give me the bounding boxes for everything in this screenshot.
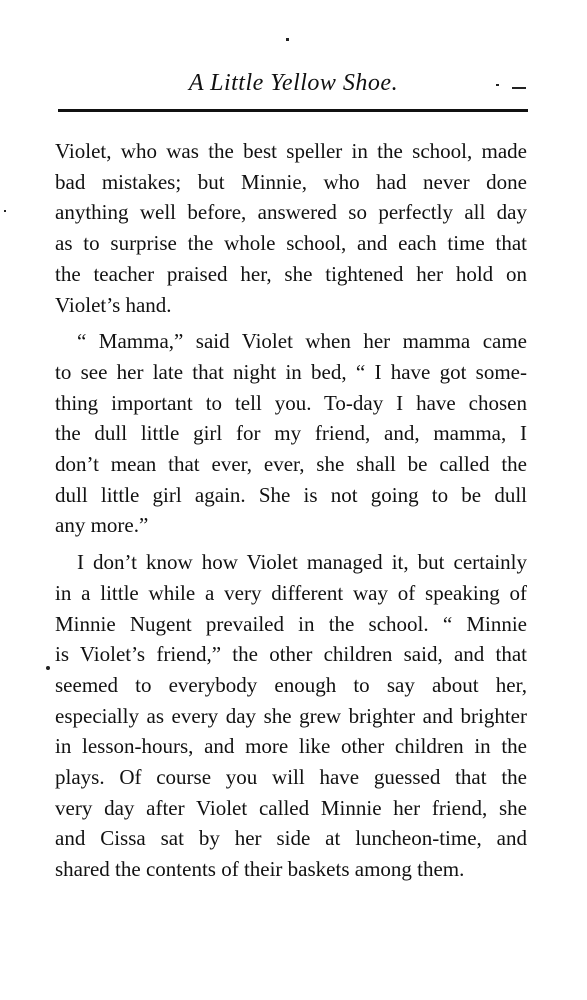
text-line: the dull little girl for my friend, and, mamma, I (55, 421, 527, 446)
paragraph-3 (55, 547, 527, 885)
text-line: Violet’s hand. (55, 292, 172, 317)
text-line: dull little girl again. She is not going to be dull (55, 482, 527, 507)
text-line: seemed to everybody enough to say about her, (55, 672, 527, 697)
text-line: don’t mean that ever, ever, she shall be called the (55, 452, 527, 477)
text-line: and Cissa sat by her side at luncheon-time, and (55, 826, 527, 851)
text-line: thing important to tell you. To-day I have chosen (55, 390, 527, 415)
text-line: to see her late that night in bed, “ I have got some- (55, 359, 527, 384)
running-title: A Little Yellow Shoe. (188, 70, 399, 96)
text-line: especially as every day she grew brighter and brighter (55, 703, 527, 728)
text-line: I don’t know how Violet managed it, but certainly (77, 550, 527, 575)
scan-speck (286, 38, 289, 41)
text-line: any more.” (55, 513, 149, 538)
scan-speck (46, 666, 50, 670)
text-line: bad mistakes; but Minnie, who had never done (55, 169, 527, 194)
header-rule (58, 109, 528, 112)
text-line: Minnie Nugent prevailed in the school. “ Minnie (55, 611, 527, 636)
paragraph-1 (55, 136, 527, 320)
text-line: anything well before, answered so perfectly all day (55, 200, 527, 225)
text-line: as to surprise the whole school, and each time that (55, 231, 527, 256)
text-line: “ Mamma,” said Violet when her mamma came (77, 329, 527, 354)
scan-speck (4, 210, 6, 212)
text-line: in a little while a very different way of speaking of (55, 580, 527, 605)
paragraph-2 (55, 326, 527, 541)
body-text (55, 136, 527, 885)
text-line: very day after Violet called Minnie her friend, she (55, 795, 527, 820)
text-line: plays. Of course you will have guessed that the (55, 765, 527, 790)
text-line: shared the contents of their baskets among them. (55, 857, 465, 882)
text-line: is Violet’s friend,” the other children said, and that (55, 642, 527, 667)
text-line: the teacher praised her, she tightened her hold on (55, 261, 527, 286)
text-line: Violet, who was the best speller in the school, made (55, 139, 527, 163)
text-line: in lesson-hours, and more like other children in the (55, 734, 527, 759)
